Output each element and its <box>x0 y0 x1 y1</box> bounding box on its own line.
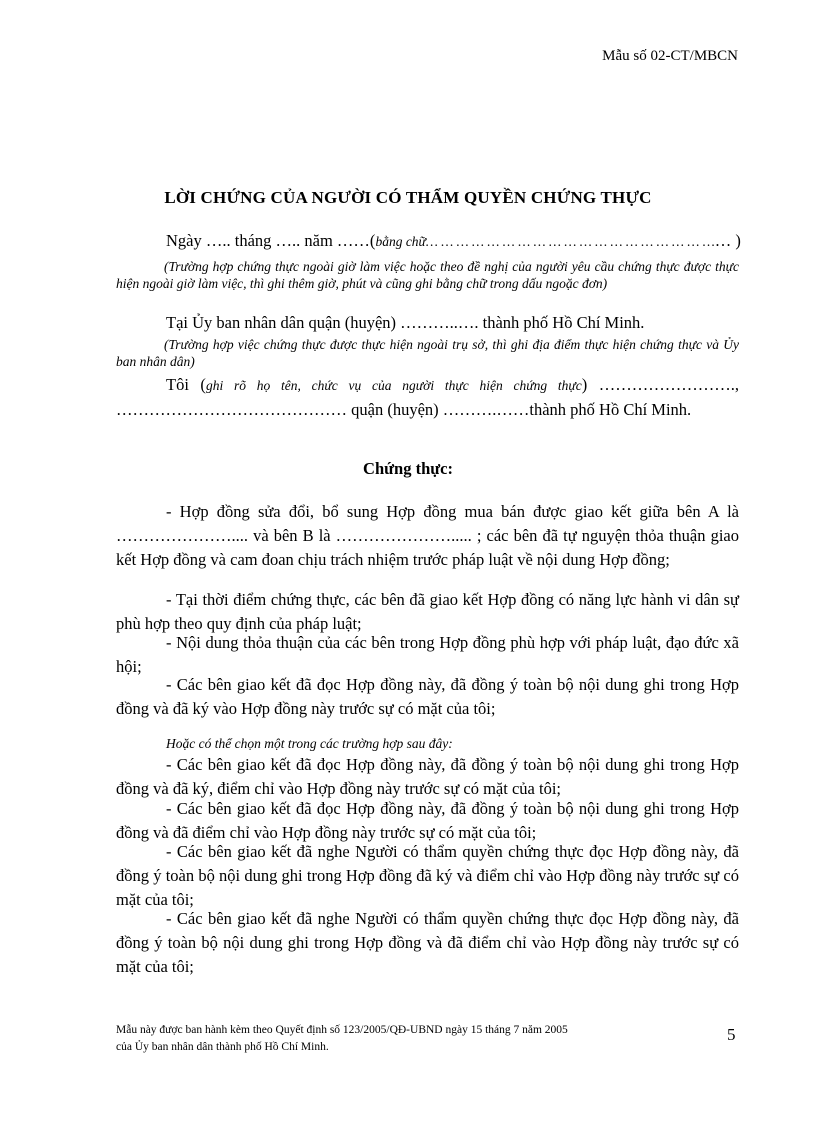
officer-italic: ghi rõ họ tên, chức vụ của người thực hiện chứng thực <box>205 378 582 393</box>
form-number: Mẫu số 02-CT/MBCN <box>602 48 738 64</box>
footer-line-2: của Ủy ban nhân dân thành phố Hồ Chí Minh. <box>116 1041 329 1053</box>
date-line-italic: bằng chữ… … … … … … … … … … … … … … … … … … … <box>375 234 715 249</box>
alt-item-3: - Các bên giao kết đã nghe Người có thẩm quyền chứng thực đọc Hợp đồng này, đã đồng ý toàn bộ nội dung ghi trong Hợp đồng đã ký và điểm chỉ vào Hợp đồng này trước sự có mặt của tôi; <box>116 842 739 909</box>
item-1: - Hợp đồng sửa đổi, bổ sung Hợp đồng mua bán được giao kết giữa bên A là ………………….... và bên B là …………………..... ; các bên đã tự nguyện thỏa thuận giao kết Hợp đồng và cam đoan chịu trách nhiệm trước pháp luật về nội dung Hợp đồng; <box>116 502 739 569</box>
item-2: - Tại thời điểm chứng thực, các bên đã giao kết Hợp đồng có năng lực hành vi dân sự phù hợp theo quy định của pháp luật; <box>116 590 739 633</box>
alt-item-1: - Các bên giao kết đã đọc Hợp đồng này, đã đồng ý toàn bộ nội dung ghi trong Hợp đồng và đã ký, điểm chỉ vào Hợp đồng này trước sự có mặt của tôi; <box>116 755 739 798</box>
item-4: - Các bên giao kết đã đọc Hợp đồng này, đã đồng ý toàn bộ nội dung ghi trong Hợp đồng và đã ký vào Hợp đồng này trước sự có mặt của tôi; <box>116 675 739 718</box>
footer-line-1: Mẫu này được ban hành kèm theo Quyết định số 123/2005/QĐ-UBND ngày 15 tháng 7 năm 2005 <box>116 1024 568 1036</box>
page-number: 5 <box>727 1025 736 1044</box>
place-line: Tại Ủy ban nhân dân quận (huyện) ………..…. thành phố Hồ Chí Minh. <box>166 313 645 332</box>
date-line <box>166 231 741 251</box>
officer-line <box>116 373 739 422</box>
alt-item-4: - Các bên giao kết đã nghe Người có thẩm quyền chứng thực đọc Hợp đồng này, đã đồng ý toàn bộ nội dung ghi trong Hợp đồng và đã điểm chỉ vào Hợp đồng này trước sự có mặt của tôi; <box>116 909 739 976</box>
section-heading: Chứng thực: <box>363 459 453 478</box>
note-location: (Trường hợp việc chứng thực được thực hiện ngoài trụ sở, thì ghi địa điểm thực hiện chứng thực và Ủy ban nhân dân) <box>116 337 739 369</box>
footer-note <box>116 1022 568 1056</box>
alternative-intro: Hoặc có thể chọn một trong các trường hợp sau đây: <box>166 736 453 751</box>
date-line-main: Ngày ….. tháng ….. năm ……( <box>166 231 376 250</box>
item-3: - Nội dung thỏa thuận của các bên trong Hợp đồng phù hợp với pháp luật, đạo đức xã hội; <box>116 633 739 676</box>
alt-item-2: - Các bên giao kết đã đọc Hợp đồng này, đã đồng ý toàn bộ nội dung ghi trong Hợp đồng và đã điểm chỉ vào Hợp đồng này trước sự có mặt của tôi; <box>116 799 739 842</box>
document-title: LỜI CHỨNG CỦA NGƯỜI CÓ THẨM QUYỀN CHỨNG THỰC <box>164 188 652 207</box>
note-overtime: (Trường hợp chứng thực ngoài giờ làm việc hoặc theo đề nghị của người yêu cầu chứng thực được thực hiện ngoài giờ làm việc, thì ghi thêm giờ, phút và cũng ghi bằng chữ trong dấu ngoặc đơn) <box>116 259 739 291</box>
officer-start: Tôi ( <box>166 375 206 394</box>
officer-rest: ) ……………………., …………………………………… quận (huyện) ……….……thành phố Hồ Chí Minh. <box>116 375 739 419</box>
date-line-end: … ) <box>714 231 741 250</box>
